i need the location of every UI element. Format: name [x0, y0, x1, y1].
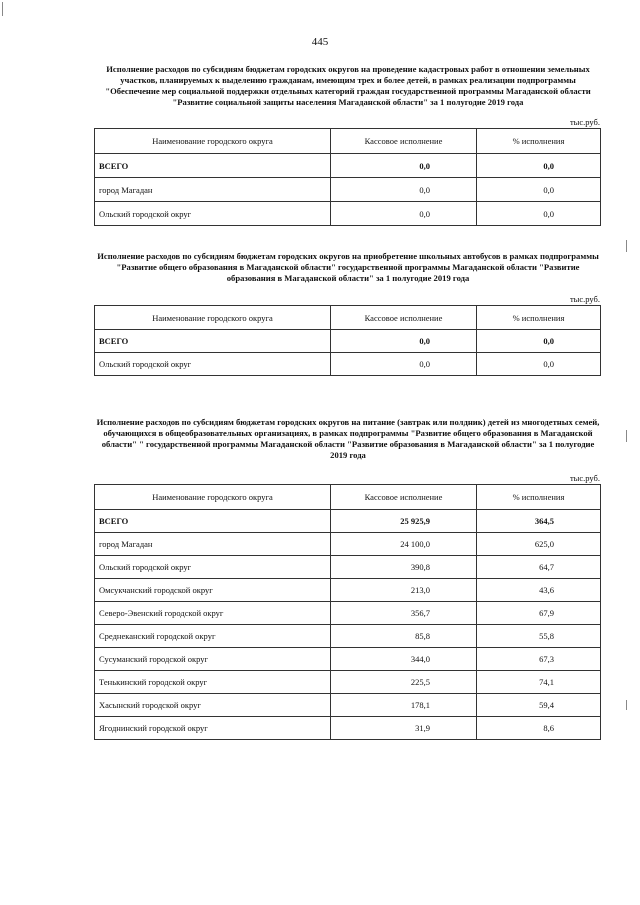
column-header-name: Наименование городского округа: [95, 306, 331, 330]
column-header-name: Наименование городского округа: [95, 129, 331, 154]
scan-mark: [626, 430, 627, 442]
row-percent: 0,0: [477, 154, 601, 178]
row-name: ВСЕГО: [95, 154, 331, 178]
row-amount: 344,0: [331, 648, 477, 671]
table-row: [95, 717, 601, 740]
row-percent: 67,9: [477, 602, 601, 625]
data-table: [94, 484, 601, 740]
row-amount: 225,5: [331, 671, 477, 694]
table-header-row: [95, 129, 601, 154]
row-amount: 0,0: [331, 330, 477, 353]
section-cadastral-works: [94, 64, 602, 226]
column-header-name: Наименование городского округа: [95, 485, 331, 510]
row-amount: 0,0: [331, 202, 477, 226]
page-number: 445: [311, 36, 329, 48]
row-percent: 74,1: [477, 671, 601, 694]
row-amount: 213,0: [331, 579, 477, 602]
row-amount: 24 100,0: [331, 533, 477, 556]
row-percent: 625,0: [477, 533, 601, 556]
row-percent: 0,0: [477, 178, 601, 202]
row-percent: 43,6: [477, 579, 601, 602]
table-row: [95, 694, 601, 717]
row-name: Омсукчанский городской округ: [95, 579, 331, 602]
scan-mark: [626, 700, 627, 710]
row-name: Ольский городской округ: [95, 202, 331, 226]
section-school-meals: [94, 417, 602, 740]
row-amount: 178,1: [331, 694, 477, 717]
row-name: Среднеканский городской округ: [95, 625, 331, 648]
row-name: Ольский городской округ: [95, 556, 331, 579]
table-row: [95, 648, 601, 671]
scan-mark: [626, 240, 627, 252]
table-row: [95, 353, 601, 376]
row-amount: 0,0: [331, 154, 477, 178]
table-row-total: [95, 330, 601, 353]
row-amount: 0,0: [331, 353, 477, 376]
row-percent: 64,7: [477, 556, 601, 579]
table-row: [95, 671, 601, 694]
section-school-buses: [94, 251, 602, 376]
row-name: ВСЕГО: [95, 330, 331, 353]
row-name: Ольский городской округ: [95, 353, 331, 376]
column-header-percent: % исполнения: [477, 129, 601, 154]
row-amount: 356,7: [331, 602, 477, 625]
table-header-row: [95, 485, 601, 510]
column-header-amount: Кассовое исполнение: [331, 306, 477, 330]
row-name: Хасынский городской округ: [95, 694, 331, 717]
row-name: ВСЕГО: [95, 510, 331, 533]
unit-label: тыс.руб.: [569, 294, 600, 304]
row-percent: 0,0: [477, 202, 601, 226]
table-row-total: [95, 154, 601, 178]
row-amount: 85,8: [331, 625, 477, 648]
row-amount: 0,0: [331, 178, 477, 202]
table-row: [95, 556, 601, 579]
column-header-percent: % исполнения: [477, 306, 601, 330]
row-name: город Магадан: [95, 178, 331, 202]
row-name: Ягоднинский городской округ: [95, 717, 331, 740]
table-row: [95, 202, 601, 226]
table-row: [95, 579, 601, 602]
section-heading: Исполнение расходов по субсидиям бюджетам городских округов на питание (завтрак или полдник) детей из многодетных семей, обучающихся в общеобразовательных организациях, в рамках подпрограммы "Развитие общего образования в Магаданской области" " государственной программы Магаданской области "Развитие образования в Магаданской области" за 1 полугодие 2019 года: [96, 417, 600, 460]
row-name: город Магадан: [95, 533, 331, 556]
row-amount: 390,8: [331, 556, 477, 579]
row-amount: 25 925,9: [331, 510, 477, 533]
row-percent: 67,3: [477, 648, 601, 671]
table-row: [95, 602, 601, 625]
section-heading: Исполнение расходов по субсидиям бюджетам городских округов на проведение кадастровых работ в отношении земельных участков, планируемых к выделению гражданам, имеющим трех и более детей, в рамках реализации подпрограммы "Обеспечение мер социальной поддержки отдельных категорий граждан государственной программы Магаданской области "Развитие социальной защиты населения Магаданской области" за 1 полугодие 2019 года: [105, 64, 591, 107]
unit-label: тыс.руб.: [569, 117, 600, 127]
table-header-row: [95, 306, 601, 330]
row-amount: 31,9: [331, 717, 477, 740]
row-percent: 0,0: [477, 353, 601, 376]
unit-label: тыс.руб.: [569, 473, 600, 483]
table-row-total: [95, 510, 601, 533]
row-name: Сусуманский городской округ: [95, 648, 331, 671]
column-header-amount: Кассовое исполнение: [331, 485, 477, 510]
row-percent: 0,0: [477, 330, 601, 353]
row-percent: 59,4: [477, 694, 601, 717]
table-row: [95, 178, 601, 202]
row-percent: 364,5: [477, 510, 601, 533]
row-name: Тенькинский городской округ: [95, 671, 331, 694]
section-heading: Исполнение расходов по субсидиям бюджетам городских округов на приобретение школьных автобусов в рамках подпрограммы "Развитие общего образования в Магаданской области" государственной программы Магаданской области "Развитие образования в Магаданской области" за 1 полугодие 2019 года: [97, 251, 599, 283]
data-table: [94, 305, 601, 376]
row-name: Северо-Эвенский городской округ: [95, 602, 331, 625]
row-percent: 8,6: [477, 717, 601, 740]
row-percent: 55,8: [477, 625, 601, 648]
column-header-amount: Кассовое исполнение: [331, 129, 477, 154]
table-row: [95, 625, 601, 648]
data-table: [94, 128, 601, 226]
scan-mark: [2, 2, 3, 16]
column-header-percent: % исполнения: [477, 485, 601, 510]
table-row: [95, 533, 601, 556]
